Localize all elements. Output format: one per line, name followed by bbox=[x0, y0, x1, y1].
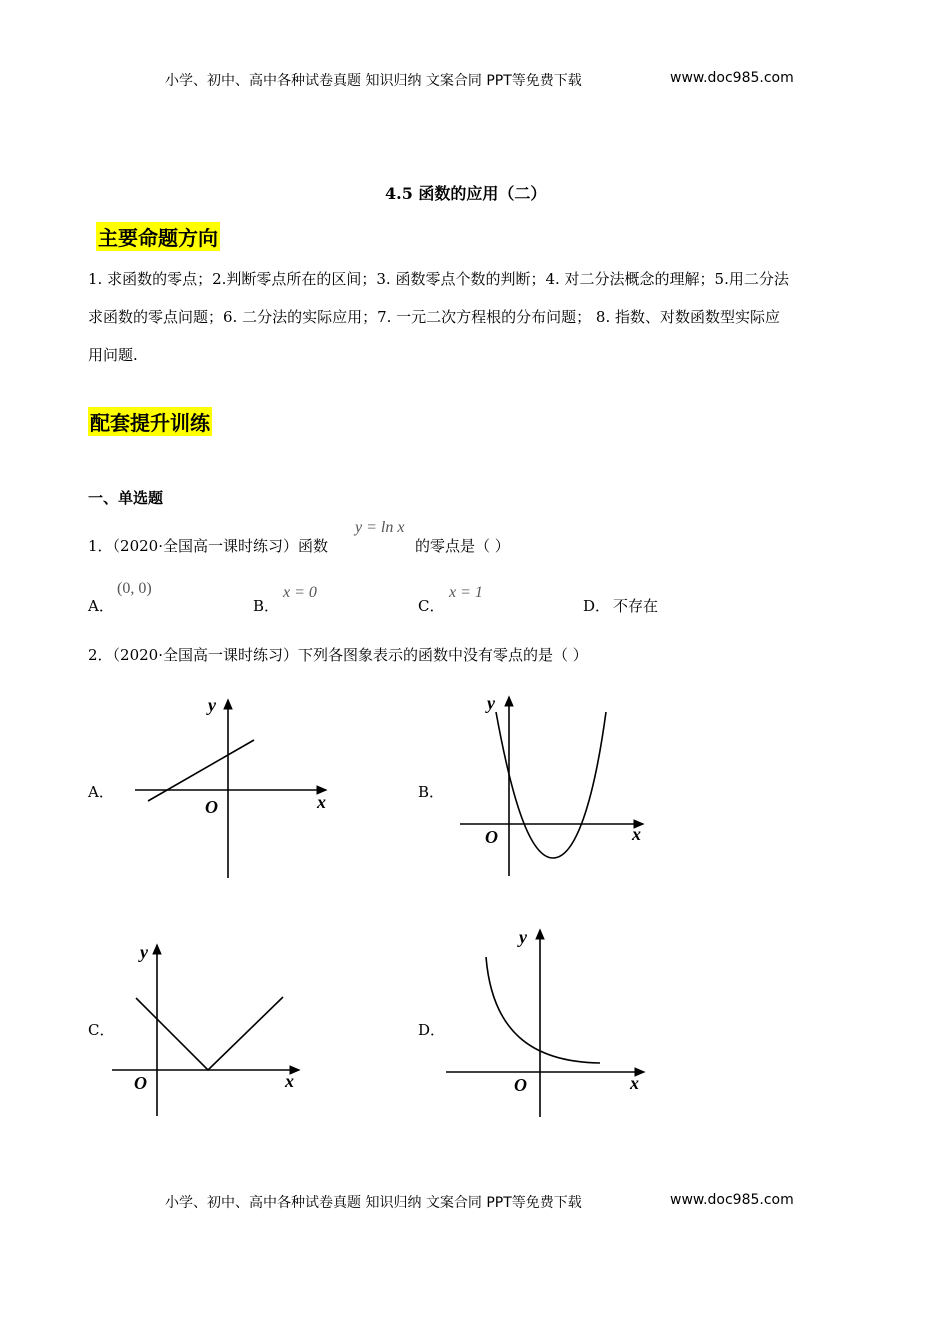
q1-option-label: D． bbox=[583, 597, 611, 615]
function-line bbox=[148, 740, 254, 801]
q1-suffix: 的零点是（ ） bbox=[415, 537, 510, 555]
footer-text: 小学、初中、高中各种试卷真题 知识归纳 文案合同 PPT等免费下载 bbox=[165, 1195, 582, 1211]
q1-option-label: B． bbox=[253, 597, 280, 615]
v-curve bbox=[136, 997, 283, 1070]
page-title: 4.5 函数的应用（二） bbox=[385, 184, 547, 203]
q1-option-label: C． bbox=[418, 597, 445, 615]
q2-text: 2．（2020·全国高一课时练习）下列各图象表示的函数中没有零点的是（ ） bbox=[88, 646, 588, 664]
directions-line: 求函数的零点问题；6. 二分法的实际应用；7. 一元二次方程根的分布问题； 8. 指数、对数函数型实际应 bbox=[88, 308, 781, 326]
graph-b bbox=[460, 697, 643, 876]
footer-site-link[interactable]: www.doc985.com bbox=[670, 1192, 794, 1208]
decay-curve bbox=[486, 957, 600, 1063]
q1-prefix: 1．（2020·全国高一课时练习）函数 bbox=[88, 537, 328, 555]
axis-label-x: x bbox=[630, 1073, 639, 1093]
axis-label-origin: O bbox=[485, 827, 498, 847]
axis-label-origin: O bbox=[514, 1075, 527, 1095]
axis-label-x: x bbox=[632, 824, 641, 844]
q2-option-label: A． bbox=[88, 783, 114, 801]
q2-option-label: B． bbox=[418, 783, 445, 801]
directions-line: 1. 求函数的零点；2.判断零点所在的区间；3. 函数零点个数的判断；4. 对二分法概念的理解；5.用二分法 bbox=[88, 270, 789, 288]
part-heading: 一、单选题 bbox=[88, 489, 164, 507]
q1-math: y = ln x bbox=[355, 519, 405, 536]
axis-label-y: y bbox=[487, 693, 495, 713]
q1-option-value: 不存在 bbox=[613, 597, 659, 615]
q1-option-value: x = 0 bbox=[283, 584, 317, 601]
q2-option-label: D． bbox=[418, 1021, 446, 1039]
axis-label-y: y bbox=[140, 942, 148, 962]
section-heading-training: 配套提升训练 bbox=[88, 407, 212, 436]
graph-d bbox=[446, 930, 644, 1117]
directions-line: 用问题. bbox=[88, 346, 138, 364]
axis-label-origin: O bbox=[134, 1073, 147, 1093]
parabola-curve bbox=[496, 712, 606, 858]
axis-label-origin: O bbox=[205, 797, 218, 817]
q2-option-label: C． bbox=[88, 1021, 115, 1039]
section-heading-directions: 主要命题方向 bbox=[96, 222, 220, 251]
graph-a bbox=[135, 700, 326, 878]
axis-label-x: x bbox=[285, 1071, 294, 1091]
q1-option-value: x = 1 bbox=[449, 584, 483, 601]
header-text: 小学、初中、高中各种试卷真题 知识归纳 文案合同 PPT等免费下载 bbox=[165, 73, 582, 89]
q1-option-label: A． bbox=[88, 597, 114, 615]
axis-label-y: y bbox=[208, 695, 216, 715]
q1-option-value: (0, 0) bbox=[117, 580, 152, 597]
axis-label-y: y bbox=[519, 927, 527, 947]
header-site-link[interactable]: www.doc985.com bbox=[670, 70, 794, 86]
axis-label-x: x bbox=[317, 792, 326, 812]
